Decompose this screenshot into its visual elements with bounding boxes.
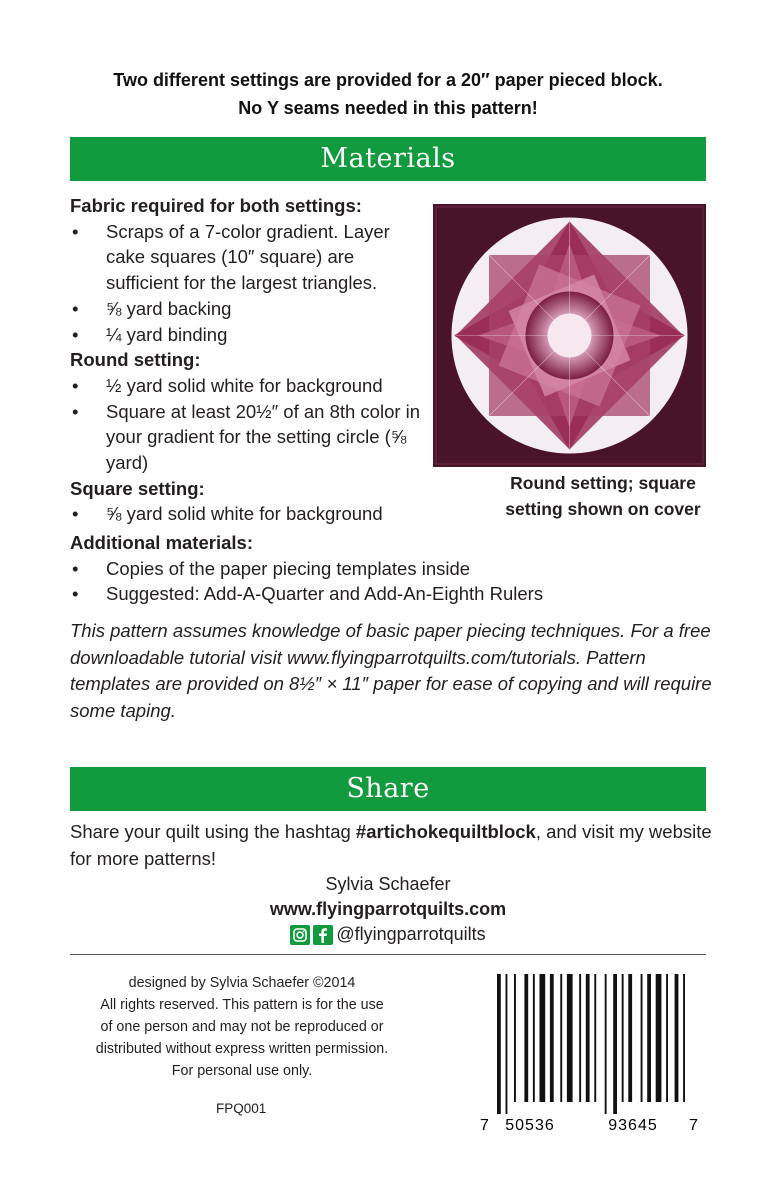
barcode-bar <box>506 974 508 1114</box>
barcode-bar <box>641 974 643 1102</box>
caption-line-2: setting shown on cover <box>505 499 701 519</box>
upc-barcode <box>475 970 705 1135</box>
barcode-group-right: 93645 <box>608 1117 658 1134</box>
product-code: FPQ001 <box>216 1101 267 1116</box>
hashtag: #artichokequiltblock <box>355 821 536 842</box>
list-item: • ¼ yard binding <box>72 323 228 345</box>
social-handle[interactable]: @flyingparrotquilts <box>336 924 486 944</box>
barcode-digit-left: 7 <box>480 1117 489 1134</box>
heading-square-setting: Square setting: <box>70 477 205 499</box>
list-item: • Copies of the paper piecing templates inside <box>72 557 471 579</box>
list-item: • ⅝ yard solid white for background <box>72 503 383 525</box>
share-text-after: , and visit my website for more patterns! <box>70 821 712 869</box>
barcode-bar <box>622 974 624 1102</box>
heading-round-setting: Round setting: <box>70 349 201 371</box>
barcode-bar <box>613 974 617 1114</box>
caption-line-1: Round setting; square <box>510 473 696 493</box>
list-item: • Suggested: Add-A-Quarter and Add-An-Eighth Rulers <box>72 583 544 605</box>
contact-block <box>0 872 776 947</box>
barcode-bar <box>533 974 535 1102</box>
barcode-bar <box>628 974 632 1102</box>
pattern-note: This pattern assumes knowledge of basic paper piecing techniques. For a free downloadable tutorial visit www.flyingparrotquilts.com/tutorials. Pattern templates are provided on 8½″ × 11″ paper for ease of copying and will require some taping. <box>70 620 712 721</box>
intro-line-1: Two different settings are provided for a 20″ paper pieced block. <box>113 70 663 90</box>
barcode-bar <box>675 974 679 1102</box>
footer-divider <box>70 954 706 955</box>
barcode-bar <box>540 974 546 1102</box>
barcode-bar <box>579 974 581 1102</box>
list-item: • ½ yard solid white for background <box>72 374 383 396</box>
share-text-before: Share your quilt using the hashtag <box>70 821 356 842</box>
barcode-bar <box>514 974 516 1102</box>
barcode-bar <box>683 974 685 1102</box>
barcode-bar <box>524 974 528 1102</box>
facebook-icon[interactable] <box>313 925 333 945</box>
heading-additional: Additional materials: <box>70 532 253 553</box>
barcode-group-left: 50536 <box>505 1117 555 1134</box>
share-text <box>70 818 720 872</box>
quilt-caption <box>478 470 728 522</box>
barcode-bar <box>567 974 573 1102</box>
barcode-bar <box>605 974 607 1114</box>
list-item: • Square at least 20½″ of an 8th color in your gradient for the setting circle (⅝ yard) <box>72 400 421 474</box>
barcode-bars <box>497 974 685 1114</box>
barcode-bar <box>666 974 668 1102</box>
barcode-digit-right: 7 <box>689 1117 698 1134</box>
barcode-bar <box>550 974 554 1102</box>
barcode-bar <box>560 974 562 1102</box>
additional-materials <box>70 530 710 607</box>
heading-both-settings: Fabric required for both settings: <box>70 195 362 216</box>
intro-line-2: No Y seams needed in this pattern! <box>238 98 538 118</box>
barcode-bar <box>586 974 590 1102</box>
quilt-photo <box>433 204 706 467</box>
legal-line: All rights reserved. This pattern is for the use <box>100 997 384 1013</box>
list-item: • ⅝ yard backing <box>72 297 232 319</box>
intro-text <box>0 66 776 122</box>
legal-line: of one person and may not be reproduced or <box>100 1019 384 1035</box>
barcode-bar <box>497 974 501 1114</box>
barcode-bar <box>647 974 651 1102</box>
website-link[interactable]: www.flyingparrotquilts.com <box>269 899 507 919</box>
social-row <box>0 922 776 947</box>
materials-list <box>70 193 430 527</box>
barcode-bar <box>656 974 662 1102</box>
instagram-icon[interactable] <box>290 925 310 945</box>
materials-banner: Materials <box>70 137 706 181</box>
legal-line: For personal use only. <box>171 1063 313 1079</box>
list-item: • Scraps of a 7-color gradient. Layer cake squares (10″ square) are sufficient for the largest triangles. <box>72 220 390 294</box>
legal-line: distributed without express written permission. <box>95 1041 389 1057</box>
share-banner: Share <box>70 767 706 811</box>
legal-text <box>62 972 422 1082</box>
legal-line: designed by Sylvia Schaefer ©2014 <box>128 975 356 991</box>
barcode-bar <box>594 974 596 1102</box>
author-name: Sylvia Schaefer <box>325 874 451 894</box>
